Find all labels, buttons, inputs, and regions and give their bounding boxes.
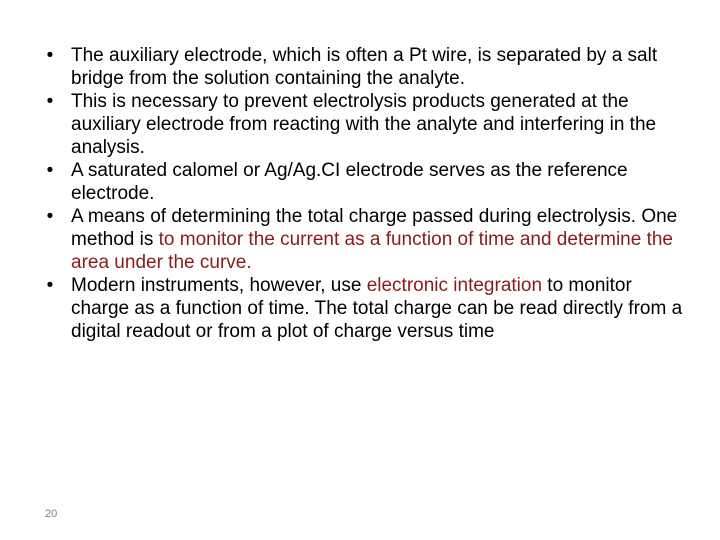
bullet-dot-icon: • xyxy=(46,160,54,181)
bullet-item xyxy=(40,274,690,343)
bullet-highlight-text: to monitor the current as a function of time and determine the area under the curve. xyxy=(71,229,673,273)
bullet-item xyxy=(40,205,690,274)
bullet-dot-icon: • xyxy=(46,45,54,66)
bullet-dot-icon: • xyxy=(46,91,54,112)
bullet-text: Modern instruments, however, use xyxy=(71,275,367,296)
bullet-text-tail: to monitor charge as a function of time. The total charge can be read directly from a digital readout or from a plot of charge versus time xyxy=(71,275,683,342)
bullet-text: The auxiliary electrode, which is often a Pt wire, is separated by a salt bridge from the solution containing the analyte. xyxy=(71,45,658,89)
bullet-text: A saturated calomel or Ag/Ag.CI electrode serves as the reference electrode. xyxy=(71,160,628,204)
bullet-dot-icon: • xyxy=(46,275,54,296)
bullet-item xyxy=(40,44,690,90)
bullet-dot-icon: • xyxy=(46,206,54,227)
bullet-text: This is necessary to prevent electrolysis products generated at the auxiliary electrode from reacting with the analyte and interfering in the analysis. xyxy=(71,91,657,158)
bullet-highlight-text: electronic integration xyxy=(366,275,543,296)
bullet-item xyxy=(40,90,690,159)
page-number: 20 xyxy=(45,508,58,520)
bullet-item xyxy=(40,159,690,205)
bullet-text: A means of determining the total charge passed during electrolysis. One method is xyxy=(71,206,678,250)
bullet-list xyxy=(40,44,690,343)
